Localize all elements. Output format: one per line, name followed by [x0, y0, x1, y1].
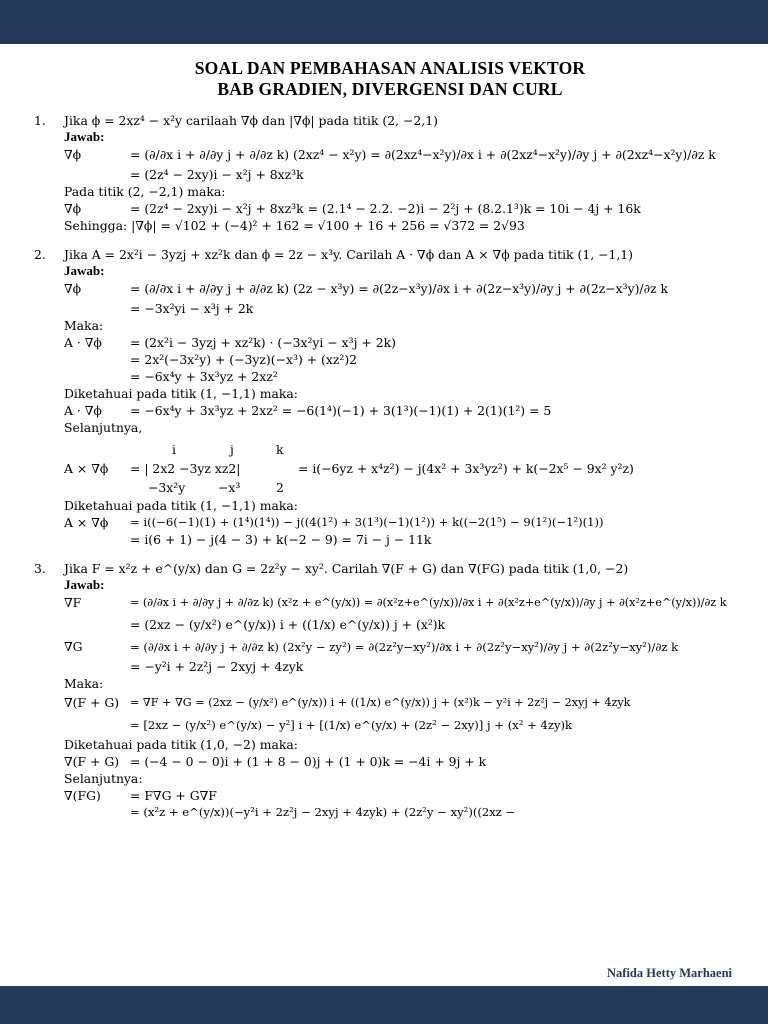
equation-lhs: A · ∇ϕ: [64, 403, 102, 418]
equation-rhs: = F∇G + G∇F: [130, 788, 217, 803]
equation-rhs: = −6x⁴y + 3x³yz + 2xz² = −6(1⁴)(−1) + 3(1³)(−1)(1) + 2(1)(1²) = 5: [130, 403, 552, 418]
equation-rhs: = −6x⁴y + 3x³yz + 2xz²: [130, 369, 278, 384]
text-line: Selanjutnya:: [64, 771, 143, 786]
matrix-row-main: [64, 459, 746, 478]
text-line: Pada titik (2, −2,1) maka:: [64, 184, 226, 199]
equation-rhs: = (∂/∂x i + ∂/∂y j + ∂/∂z k) (x²z + e^(y/x)) = ∂(x²z+e^(y/x))/∂x i + ∂(x²z+e^(y/x))/∂y j + ∂(x²z+e^(y/x))/∂z k: [130, 596, 727, 609]
equation-rhs: = ∇F + ∇G = (2xz − (y/x²) e^(y/x)) i + ((1/x) e^(y/x)) j + (x²)k − y²i + 2z²j − 2xyj + 4zyk: [130, 696, 631, 709]
equation-rhs: = −3x²yi − x³j + 2k: [130, 301, 254, 316]
equation-line: [64, 636, 746, 658]
matrix-cell: −3x²y: [148, 480, 186, 495]
equation-rhs: = −y²i + 2z²j − 2xyj + 4zyk: [130, 659, 304, 674]
equation-lhs: ∇G: [64, 639, 83, 654]
equation-line: [64, 334, 746, 351]
equation-lhs: A · ∇ϕ: [64, 335, 102, 350]
matrix-row-head: [64, 440, 746, 459]
matrix-cell: −x³: [218, 480, 241, 495]
top-banner: [0, 0, 768, 44]
equation-lhs: A × ∇ϕ: [64, 461, 109, 476]
equation-line: [64, 166, 746, 183]
text-line: Sehingga: |∇ϕ| = √102 + (−4)² + 162 = √100 + 16 + 256 = √372 = 2√93: [64, 218, 525, 233]
question-number: 1.: [34, 113, 46, 128]
equation-lhs: ∇ϕ: [64, 147, 82, 162]
equation-rhs: = (2z⁴ − 2xy)i − x²j + 8xz³k = (2.1⁴ − 2.2. −2)i − 2²j + (8.2.1³)k = 10i − 4j + 16k: [130, 201, 641, 216]
equation-rhs: = 2x²(−3x²y) + (−3yz)(−x³) + (xz²)2: [130, 352, 358, 367]
matrix-cell: i: [172, 442, 176, 457]
equation-lhs: ∇(F + G): [64, 695, 120, 710]
equation-rhs: = (2z⁴ − 2xy)i − x²j + 8xz³k: [130, 167, 304, 182]
equation-rhs: = [2xz − (y/x²) e^(y/x) − y²] i + [(1/x) e^(y/x) + (2z² − 2xy)] j + (x² + 4zy)k: [130, 718, 573, 732]
title-line-1: SOAL DAN PEMBAHASAN ANALISIS VEKTOR: [194, 58, 586, 78]
document-page: [34, 58, 746, 986]
equation-lhs: ∇ϕ: [64, 201, 82, 216]
author-name: Nafida Hetty Marhaeni: [607, 966, 732, 980]
answer-label: Jawab:: [64, 263, 105, 278]
equation-line: [64, 531, 746, 548]
answer-label: Jawab:: [64, 577, 105, 592]
matrix-cell: j: [230, 442, 234, 457]
equation-rhs: = (2xz − (y/x²) e^(y/x)) i + ((1/x) e^(y/x)) j + (x²)k: [130, 617, 446, 632]
equation-line: [64, 658, 746, 675]
equation-rhs: = (−4 − 0 − 0)i + (1 + 8 − 0)j + (1 + 0)k = −4i + 9j + k: [130, 754, 487, 769]
equation-line: [64, 714, 746, 736]
text-line: Diketahuai pada titik (1, −1,1) maka:: [64, 498, 298, 513]
equation-lhs: ∇(F + G): [64, 754, 120, 769]
text-line: Selanjutnya,: [64, 420, 143, 435]
question-text: Jika ϕ = 2xz⁴ − x²y carilaah ∇ϕ dan |∇ϕ| pada titik (2, −2,1): [64, 113, 438, 128]
text-line: Maka:: [64, 318, 104, 333]
bottom-banner: [0, 986, 768, 1024]
equation-lhs: ∇ϕ: [64, 281, 82, 296]
question-1: [34, 112, 746, 234]
question-text: Jika F = x²z + e^(y/x) dan G = 2z²y − xy². Carilah ∇(F + G) dan ∇(FG) pada titik (1,0, −2): [64, 561, 629, 576]
equation-rhs: = (∂/∂x i + ∂/∂y j + ∂/∂z k) (2x²y − zy²) = ∂(2z²y−xy²)/∂x i + ∂(2z²y−xy²)/∂y j + ∂(2z²y−xy²)/∂z k: [130, 640, 679, 654]
equation-line: [64, 402, 746, 419]
equation-rhs: = (∂/∂x i + ∂/∂y j + ∂/∂z k) (2z − x³y) = ∂(2z−x³y)/∂x i + ∂(2z−x³y)/∂y j + ∂(2z−x³y)/∂z k: [130, 281, 668, 296]
question-2: [34, 246, 746, 548]
matrix-row-3: [64, 478, 746, 497]
equation-line: [64, 753, 746, 770]
equation-line: [64, 804, 746, 821]
equation-line: [64, 514, 746, 531]
text-line: Diketahuai pada titik (1,0, −2) maka:: [64, 737, 298, 752]
title-line-2: BAB GRADIEN, DIVERGENSI DAN CURL: [217, 79, 563, 99]
equation-line: [64, 200, 746, 217]
matrix-middle: = | 2x2 −3yz xz2|: [130, 461, 241, 476]
question-number: 2.: [34, 247, 46, 262]
document-title: [34, 58, 746, 100]
equation-line: [64, 787, 746, 804]
question-text: Jika A = 2x²i − 3yzj + xz²k dan ϕ = 2z − x³y. Carilah A · ∇ϕ dan A × ∇ϕ pada titik (1, −1,1): [64, 247, 634, 262]
equation-line: [64, 144, 746, 166]
text-line: Diketahuai pada titik (1, −1,1) maka:: [64, 386, 298, 401]
equation-lhs: ∇(FG): [64, 788, 101, 803]
question-3: [34, 560, 746, 821]
equation-lhs: A × ∇ϕ: [64, 515, 109, 530]
equation-rhs: = (∂/∂x i + ∂/∂y j + ∂/∂z k) (2xz⁴ − x²y) = ∂(2xz⁴−x²y)/∂x i + ∂(2xz⁴−x²y)/∂y j + ∂(2xz⁴−x²y)/∂z k: [130, 147, 716, 162]
equation-rhs: = i(6 + 1) − j(4 − 3) + k(−2 − 9) = 7i − j − 11k: [130, 532, 432, 547]
equation-line: [64, 592, 746, 614]
text-line: Maka:: [64, 676, 104, 691]
question-number: 3.: [34, 561, 46, 576]
equation-line: [64, 692, 746, 714]
equation-line: [64, 300, 746, 317]
equation-rhs: = i((−6(−1)(1) + (1⁴)(1⁴)) − j((4(1²) + 3(1³)(−1)(1²)) + k((−2(1⁵) − 9(1²)(−1²)(1)): [130, 515, 604, 529]
cross-product-determinant: [64, 440, 746, 497]
equation-rhs: = i(−6yz + x⁴z²) − j(4x² + 3x³yz²) + k(−2x⁵ − 9x² y²z): [298, 461, 634, 476]
equation-line: [64, 368, 746, 385]
equation-line: [64, 278, 746, 300]
matrix-cell: 2: [276, 480, 284, 495]
equation-line: [64, 614, 746, 636]
equation-lhs: ∇F: [64, 595, 82, 610]
equation-line: [64, 351, 746, 368]
answer-label: Jawab:: [64, 129, 105, 144]
matrix-cell: k: [276, 442, 284, 457]
equation-rhs: = (x²z + e^(y/x))(−y²i + 2z²j − 2xyj + 4zyk) + (2z²y − xy²)((2xz −: [130, 805, 516, 819]
equation-rhs: = (2x²i − 3yzj + xz²k) · (−3x²yi − x³j + 2k): [130, 335, 396, 350]
